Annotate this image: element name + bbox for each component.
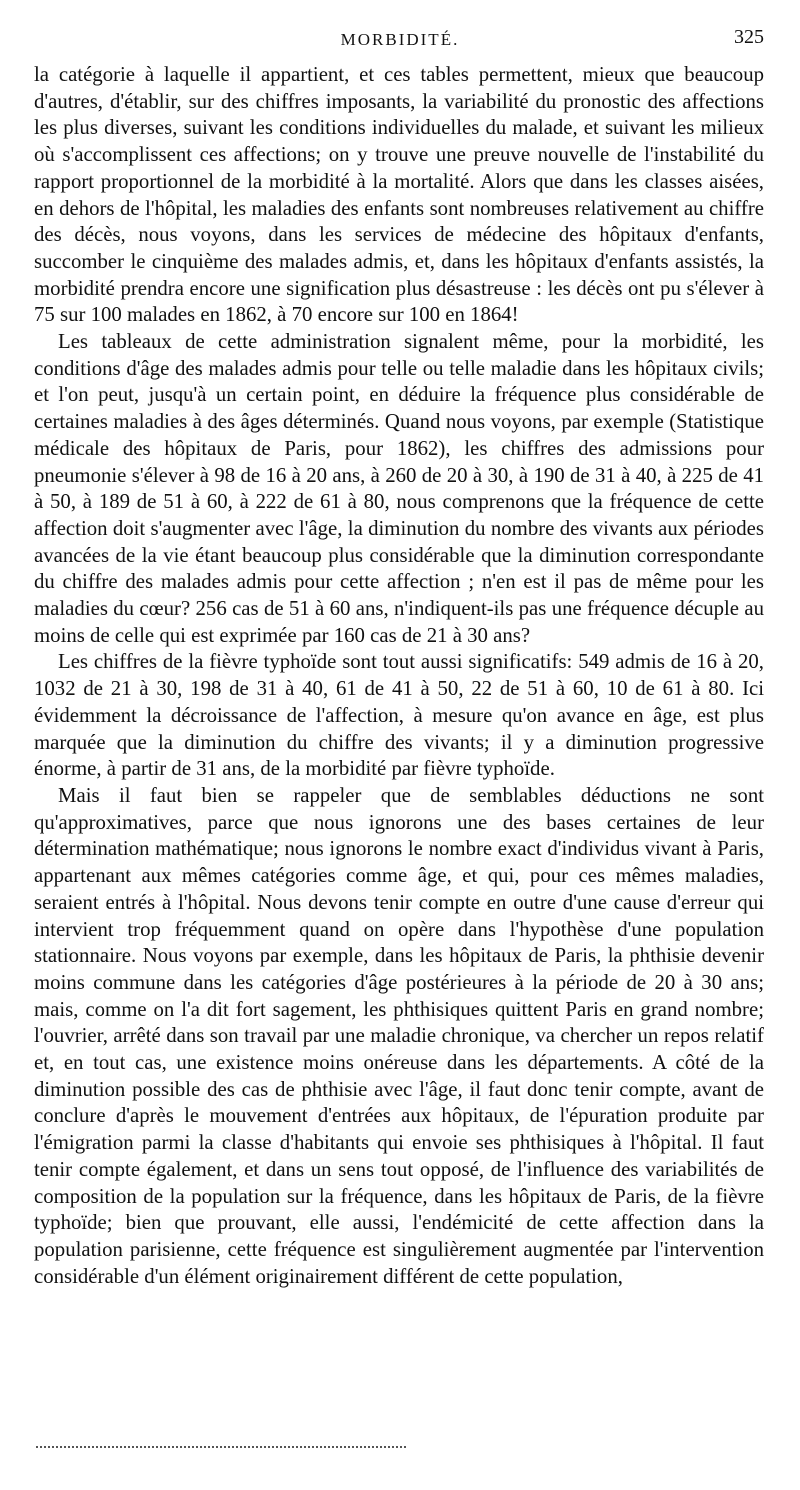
paragraph-4: Mais il faut bien se rappeler que de semblables déductions ne sont qu'approximatives, parce que nous ignorons une des bases certaines de leur détermination mathématique; nous ignorons le nombre exact d'individus vivant à Paris, appartenant aux mêmes catégories comme âge, et qui, pour ces mêmes maladies, seraient entrés à l'hôpital. Nous devons tenir compte en outre d'une cause d'erreur qui intervient trop fréquemment quand on opère dans l'hypothèse d'une population stationnaire. Nous voyons par exemple, dans les hôpitaux de Paris, la phthisie devenir moins commune dans les catégories d'âge postérieures à la période de 20 à 30 ans; mais, comme on l'a dit fort sagement, les phthisiques quittent Paris en grand nombre; l'ouvrier, arrêté dans son travail par une maladie chronique, va chercher un repos relatif et, en tout cas, une existence moins onéreuse dans les départements. A côté de la diminution possible des cas de phthisie avec l'âge, il faut donc tenir compte, avant de conclure d'après le mouvement d'entrées aux hôpitaux, de l'épuration produite par l'émigration parmi la classe d'habitants qui envoie ses phthisiques à l'hôpital. Il faut tenir compte également, et dans un sens tout opposé, de l'influence des variabilités de composition de la population sur la fréquence, dans les hôpitaux de Paris, de la fièvre typhoïde; bien que prouvant, elle aussi, l'endémicité de cette affection dans la population parisienne, cette fréquence est singulièrement augmentée par l'intervention considérable d'un élément originairement différent de cette population, — [34, 783, 764, 1288]
body-text — [34, 62, 764, 1290]
running-title: MORBIDITÉ. — [340, 30, 460, 49]
paragraph-2: Les tableaux de cette administration signalent même, pour la morbidité, les conditions d'âge des malades admis pour telle ou telle maladie dans les hôpitaux civils; et l'on peut, jusqu'à un certain point, en déduire la fréquence plus considérable de certaines maladies à des âges déterminés. Quand nous voyons, par exemple (Statistique médicale des hôpitaux de Paris, pour 1862), les chiffres des admissions pour pneumonie s'élever à 98 de 16 à 20 ans, à 260 de 20 à 30, à 190 de 31 à 40, à 225 de 41 à 50, à 189 de 51 à 60, à 222 de 61 à 80, nous comprenons que la fréquence de cette affection doit s'augmenter avec l'âge, la diminution du nombre des vivants aux périodes avancées de la vie étant beaucoup plus considérable que la diminution correspondante du chiffre des malades admis pour cette affection ; n'en est il pas de même pour les maladies du cœur? 256 cas de 51 à 60 ans, n'indiquent-ils pas une fréquence décuple au moins de celle qui est exprimée par 160 cas de 21 à 30 ans? — [34, 330, 764, 647]
footer-dotted-rule — [36, 1446, 406, 1448]
page-number: 325 — [734, 26, 764, 48]
paragraph-1: la catégorie à laquelle il appartient, et ces tables permettent, mieux que beaucoup d'autres, d'établir, sur des chiffres imposants, la variabilité du pronostic des affections les plus diverses, suivant les conditions individuelles du malade, et suivant les milieux où s'accomplissent ces affections; on y trouve une preuve nouvelle de l'instabilité du rapport proportionnel de la morbidité à la mortalité. Alors que dans les classes aisées, en dehors de l'hôpital, les maladies des enfants sont nombreuses relativement au chiffre des décès, nous voyons, dans les services de médecine des hôpitaux d'enfants, succomber le cinquième des malades admis, et, dans les hôpitaux d'enfants assistés, la morbidité prendra encore une signification plus désastreuse : les décès ont pu s'élever à 75 sur 100 malades en 1862, à 70 encore sur 100 en 1864! — [34, 63, 764, 327]
running-head — [0, 26, 800, 54]
paragraph-3: Les chiffres de la fièvre typhoïde sont tout aussi significatifs: 549 admis de 16 à 20, 1032 de 21 à 30, 198 de 31 à 40, 61 de 41 à 50, 22 de 51 à 60, 10 de 61 à 80. Ici évidemment la décroissance de l'affection, à mesure qu'on avance en âge, est plus marquée que la diminution du chiffre des vivants; il y a diminution progressive énorme, à partir de 31 ans, de la morbidité par fièvre typhoïde. — [34, 650, 764, 781]
